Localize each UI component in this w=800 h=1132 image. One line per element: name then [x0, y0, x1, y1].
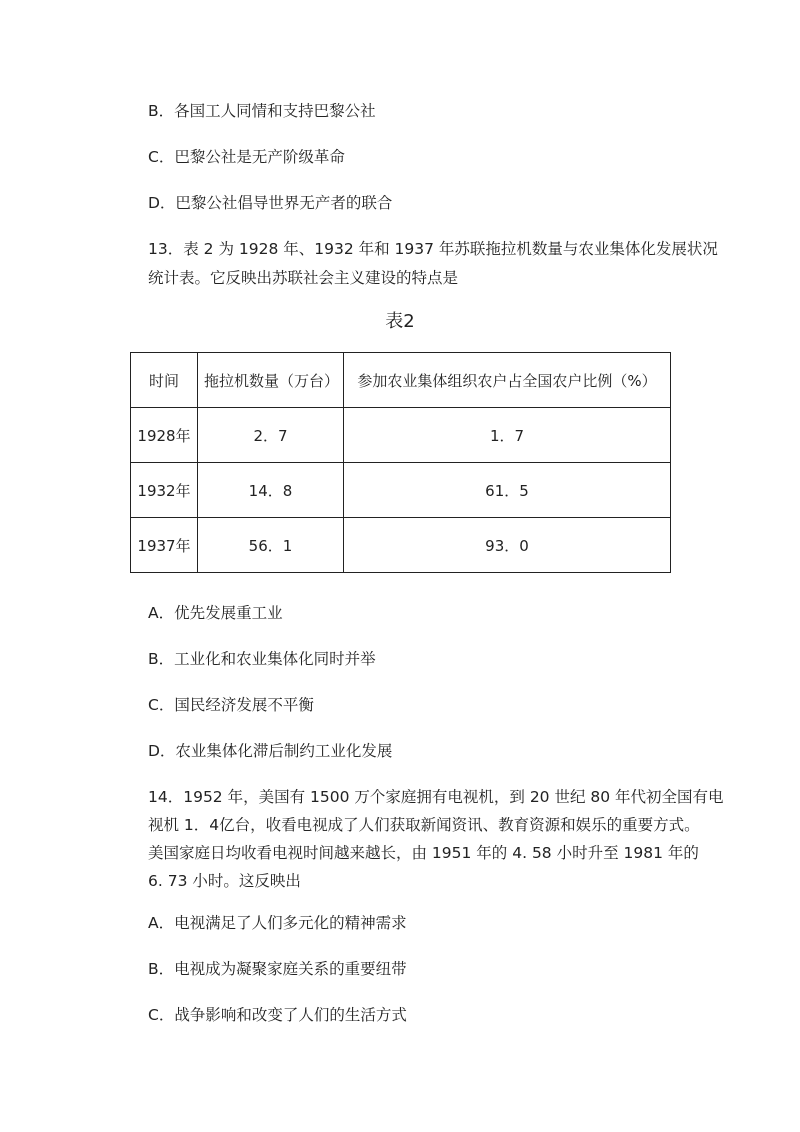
q13-option-a: A．优先发展重工业 [148, 604, 283, 622]
header-collective-ratio: 参加农业集体组织农户占全国农户比例（%） [344, 353, 671, 408]
table-row [131, 408, 671, 463]
cell-tractors: 56．1 [198, 518, 344, 573]
q13-option-c: C．国民经济发展不平衡 [148, 696, 314, 714]
q13-option-b: B．工业化和农业集体化同时并举 [148, 650, 376, 668]
q13-option-d: D．农业集体化滞后制约工业化发展 [148, 742, 393, 760]
cell-ratio: 61．5 [344, 463, 671, 518]
q12-option-c: C．巴黎公社是无产阶级革命 [148, 148, 345, 166]
cell-ratio: 1．7 [344, 408, 671, 463]
q14-stem-line-4: 6. 73 小时。这反映出 [148, 872, 301, 890]
table-caption: 表2 [385, 311, 415, 332]
q13-stem-line-2: 统计表。它反映出苏联社会主义建设的特点是 [148, 269, 459, 287]
table-row [131, 463, 671, 518]
cell-year: 1928年 [131, 408, 198, 463]
q12-option-d: D．巴黎公社倡导世界无产者的联合 [148, 194, 393, 212]
q14-stem-line-1: 14．1952 年，美国有 1500 万个家庭拥有电视机，到 20 世纪 80 年代初全国有电 [148, 788, 724, 806]
q14-option-c: C．战争影响和改变了人们的生活方式 [148, 1006, 407, 1024]
q14-option-a: A．电视满足了人们多元化的精神需求 [148, 914, 407, 932]
statistics-table [130, 352, 671, 573]
cell-ratio: 93．0 [344, 518, 671, 573]
cell-year: 1937年 [131, 518, 198, 573]
header-tractors: 拖拉机数量（万台） [198, 353, 344, 408]
q14-stem-line-3: 美国家庭日均收看电视时间越来越长，由 1951 年的 4. 58 小时升至 1981 年的 [148, 844, 699, 862]
q14-stem-line-2: 视机 1．4亿台，收看电视成了人们获取新闻资讯、教育资源和娱乐的重要方式。 [148, 816, 700, 834]
table-row [131, 518, 671, 573]
q12-option-b: B．各国工人同情和支持巴黎公社 [148, 102, 376, 120]
q14-option-b: B．电视成为凝聚家庭关系的重要纽带 [148, 960, 407, 978]
cell-tractors: 2．7 [198, 408, 344, 463]
cell-year: 1932年 [131, 463, 198, 518]
header-time: 时间 [131, 353, 198, 408]
cell-tractors: 14．8 [198, 463, 344, 518]
q13-stem-line-1: 13．表 2 为 1928 年、1932 年和 1937 年苏联拖拉机数量与农业集体化发展状况 [148, 240, 718, 258]
table-header-row [131, 353, 671, 408]
